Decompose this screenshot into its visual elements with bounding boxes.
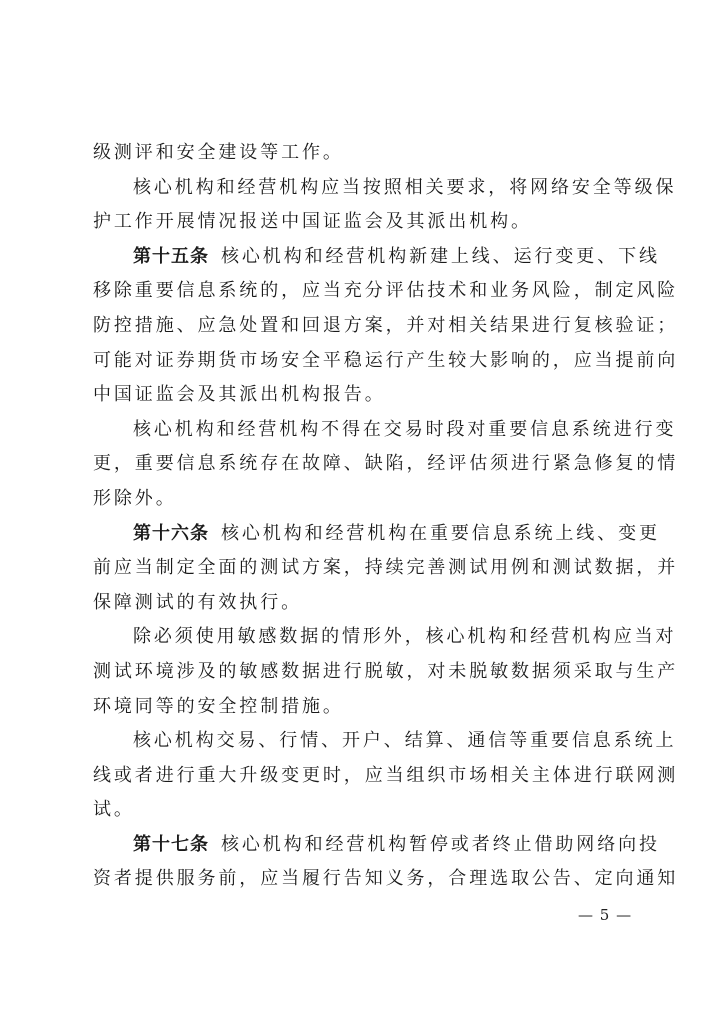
document-body bbox=[93, 136, 679, 897]
text-line: 移除重要信息系统的，应当充分评估技术和业务风险，制定风险 bbox=[93, 280, 679, 302]
article-15-heading-line: 第十五条 核心机构和经营机构新建上线、运行变更、下线 bbox=[133, 245, 660, 267]
page-number: — 5 — bbox=[578, 906, 633, 924]
article-title: 第十六条 bbox=[133, 522, 209, 544]
text-line: 更，重要信息系统存在故障、缺陷，经评估须进行紧急修复的情 bbox=[93, 453, 679, 475]
article-title: 第十七条 bbox=[133, 833, 209, 855]
paragraph-start-line: 核心机构和经营机构不得在交易时段对重要信息系统进行变 bbox=[133, 418, 677, 440]
text-line: 防控措施、应急处置和回退方案，并对相关结果进行复核验证； bbox=[93, 314, 679, 336]
text-line: 前应当制定全面的测试方案，持续完善测试用例和测试数据，并 bbox=[93, 557, 679, 579]
text-line: 试。 bbox=[93, 799, 135, 821]
article-17-heading-line: 第十七条 核心机构和经营机构暂停或者终止借助网络向投 bbox=[133, 833, 660, 855]
text-line: 资者提供服务前，应当履行告知义务，合理选取公告、定向通知 bbox=[93, 868, 679, 890]
text-line: 环境同等的安全控制措施。 bbox=[93, 695, 344, 717]
article-title: 第十五条 bbox=[133, 245, 209, 267]
text-line: 保障测试的有效执行。 bbox=[93, 591, 302, 613]
text-line: 可能对证券期货市场安全平稳运行产生较大影响的，应当提前向 bbox=[93, 349, 679, 371]
text-line: 线或者进行重大升级变更时，应当组织市场相关主体进行联网测 bbox=[93, 764, 679, 786]
text-line: 测试环境涉及的敏感数据进行脱敏，对未脱敏数据须采取与生产 bbox=[93, 660, 679, 682]
paragraph-start-line: 核心机构交易、行情、开户、结算、通信等重要信息系统上 bbox=[133, 730, 677, 752]
text-line: 形除外。 bbox=[93, 487, 177, 509]
text-line: 中国证监会及其派出机构报告。 bbox=[93, 384, 386, 406]
article-16-heading-line: 第十六条 核心机构和经营机构在重要信息系统上线、变更 bbox=[133, 522, 660, 544]
paragraph-start-line: 除必须使用敏感数据的情形外，核心机构和经营机构应当对 bbox=[133, 626, 677, 648]
text-line: 护工作开展情况报送中国证监会及其派出机构。 bbox=[93, 211, 532, 233]
text-line: 级测评和安全建设等工作。 bbox=[93, 142, 344, 163]
paragraph-start-line: 核心机构和经营机构应当按照相关要求，将网络安全等级保 bbox=[133, 176, 677, 198]
